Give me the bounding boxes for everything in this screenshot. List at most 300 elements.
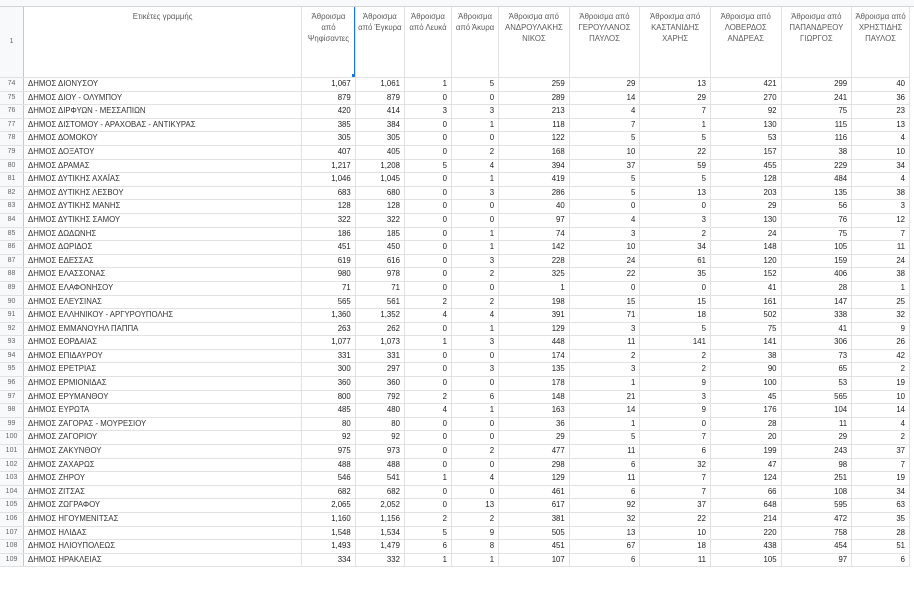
value-cell[interactable]: 331 <box>302 349 356 363</box>
value-cell[interactable]: 419 <box>499 173 570 187</box>
value-cell[interactable]: 1,073 <box>355 336 404 350</box>
row-label-cell[interactable]: ΔΗΜΟΣ ΔΥΤΙΚΗΣ ΣΑΜΟΥ <box>24 213 302 227</box>
value-cell[interactable]: 34 <box>852 485 910 499</box>
value-cell[interactable]: 5 <box>404 526 451 540</box>
value-cell[interactable]: 7 <box>640 431 711 445</box>
value-cell[interactable]: 2 <box>640 363 711 377</box>
row-number[interactable]: 107 <box>0 526 24 540</box>
value-cell[interactable]: 12 <box>852 213 910 227</box>
value-cell[interactable]: 11 <box>781 417 852 431</box>
value-cell[interactable]: 394 <box>499 159 570 173</box>
value-cell[interactable]: 228 <box>499 254 570 268</box>
column-header[interactable]: Άθροισμα από Έγκυρα <box>355 7 404 78</box>
value-cell[interactable]: 28 <box>852 526 910 540</box>
value-cell[interactable]: 141 <box>640 336 711 350</box>
value-cell[interactable]: 262 <box>355 322 404 336</box>
value-cell[interactable]: 14 <box>569 91 640 105</box>
value-cell[interactable]: 322 <box>355 213 404 227</box>
value-cell[interactable]: 2 <box>404 390 451 404</box>
value-cell[interactable]: 5 <box>640 322 711 336</box>
value-cell[interactable]: 792 <box>355 390 404 404</box>
value-cell[interactable]: 213 <box>499 105 570 119</box>
value-cell[interactable]: 455 <box>710 159 781 173</box>
value-cell[interactable]: 104 <box>781 404 852 418</box>
value-cell[interactable]: 107 <box>499 553 570 567</box>
value-cell[interactable]: 384 <box>355 118 404 132</box>
value-cell[interactable]: 9 <box>452 526 499 540</box>
value-cell[interactable]: 4 <box>404 309 451 323</box>
value-cell[interactable]: 1 <box>404 472 451 486</box>
value-cell[interactable]: 11 <box>569 445 640 459</box>
value-cell[interactable]: 0 <box>404 227 451 241</box>
value-cell[interactable]: 2 <box>852 431 910 445</box>
value-cell[interactable]: 128 <box>355 200 404 214</box>
value-cell[interactable]: 0 <box>404 431 451 445</box>
value-cell[interactable]: 80 <box>302 417 356 431</box>
value-cell[interactable]: 451 <box>302 241 356 255</box>
value-cell[interactable]: 74 <box>499 227 570 241</box>
value-cell[interactable]: 306 <box>781 336 852 350</box>
value-cell[interactable]: 0 <box>404 254 451 268</box>
value-cell[interactable]: 80 <box>355 417 404 431</box>
value-cell[interactable]: 1 <box>499 281 570 295</box>
row-label-cell[interactable]: ΔΗΜΟΣ ΔΩΔΩΝΗΣ <box>24 227 302 241</box>
value-cell[interactable]: 561 <box>355 295 404 309</box>
value-cell[interactable]: 38 <box>852 186 910 200</box>
value-cell[interactable]: 13 <box>640 78 711 92</box>
row-number[interactable]: 80 <box>0 159 24 173</box>
value-cell[interactable]: 0 <box>452 458 499 472</box>
value-cell[interactable]: 37 <box>852 445 910 459</box>
value-cell[interactable]: 148 <box>499 390 570 404</box>
value-cell[interactable]: 406 <box>781 268 852 282</box>
value-cell[interactable]: 0 <box>569 281 640 295</box>
value-cell[interactable]: 15 <box>569 295 640 309</box>
value-cell[interactable]: 4 <box>852 173 910 187</box>
row-label-cell[interactable]: ΔΗΜΟΣ ΔΙΟΥ - ΟΛΥΜΠΟΥ <box>24 91 302 105</box>
value-cell[interactable]: 18 <box>640 309 711 323</box>
value-cell[interactable]: 105 <box>781 241 852 255</box>
value-cell[interactable]: 0 <box>404 499 451 513</box>
row-number[interactable]: 93 <box>0 336 24 350</box>
value-cell[interactable]: 0 <box>452 431 499 445</box>
value-cell[interactable]: 148 <box>710 241 781 255</box>
value-cell[interactable]: 381 <box>499 513 570 527</box>
value-cell[interactable]: 6 <box>569 458 640 472</box>
value-cell[interactable]: 0 <box>404 322 451 336</box>
value-cell[interactable]: 71 <box>569 309 640 323</box>
value-cell[interactable]: 18 <box>640 540 711 554</box>
row-number[interactable]: 103 <box>0 472 24 486</box>
value-cell[interactable]: 92 <box>302 431 356 445</box>
value-cell[interactable]: 2 <box>452 513 499 527</box>
value-cell[interactable]: 2 <box>569 349 640 363</box>
value-cell[interactable]: 270 <box>710 91 781 105</box>
value-cell[interactable]: 35 <box>640 268 711 282</box>
value-cell[interactable]: 4 <box>452 472 499 486</box>
value-cell[interactable]: 616 <box>355 254 404 268</box>
value-cell[interactable]: 35 <box>852 513 910 527</box>
row-label-cell[interactable]: ΔΗΜΟΣ ΔΟΜΟΚΟΥ <box>24 132 302 146</box>
value-cell[interactable]: 1,046 <box>302 173 356 187</box>
value-cell[interactable]: 98 <box>781 458 852 472</box>
row-number[interactable]: 83 <box>0 200 24 214</box>
value-cell[interactable]: 3 <box>640 390 711 404</box>
value-cell[interactable]: 22 <box>640 513 711 527</box>
row-number[interactable]: 102 <box>0 458 24 472</box>
value-cell[interactable]: 19 <box>852 472 910 486</box>
value-cell[interactable]: 1 <box>852 281 910 295</box>
row-number[interactable]: 109 <box>0 553 24 567</box>
value-cell[interactable]: 29 <box>569 78 640 92</box>
value-cell[interactable]: 32 <box>852 309 910 323</box>
value-cell[interactable]: 1,208 <box>355 159 404 173</box>
row-number[interactable]: 75 <box>0 91 24 105</box>
row-label-cell[interactable]: ΔΗΜΟΣ ΖΗΡΟΥ <box>24 472 302 486</box>
value-cell[interactable]: 14 <box>569 404 640 418</box>
value-cell[interactable]: 1 <box>569 417 640 431</box>
row-number[interactable]: 86 <box>0 241 24 255</box>
value-cell[interactable]: 135 <box>781 186 852 200</box>
value-cell[interactable]: 0 <box>404 173 451 187</box>
value-cell[interactable]: 97 <box>781 553 852 567</box>
row-number[interactable]: 96 <box>0 377 24 391</box>
value-cell[interactable]: 97 <box>499 213 570 227</box>
value-cell[interactable]: 10 <box>569 241 640 255</box>
value-cell[interactable]: 1 <box>404 78 451 92</box>
value-cell[interactable]: 0 <box>404 417 451 431</box>
value-cell[interactable]: 485 <box>302 404 356 418</box>
row-number[interactable]: 98 <box>0 404 24 418</box>
value-cell[interactable]: 22 <box>569 268 640 282</box>
value-cell[interactable]: 454 <box>781 540 852 554</box>
value-cell[interactable]: 263 <box>302 322 356 336</box>
value-cell[interactable]: 420 <box>302 105 356 119</box>
value-cell[interactable]: 2 <box>452 295 499 309</box>
value-cell[interactable]: 11 <box>640 553 711 567</box>
value-cell[interactable]: 448 <box>499 336 570 350</box>
value-cell[interactable]: 300 <box>302 363 356 377</box>
row-number[interactable]: 90 <box>0 295 24 309</box>
value-cell[interactable]: 4 <box>404 404 451 418</box>
value-cell[interactable]: 973 <box>355 445 404 459</box>
value-cell[interactable]: 10 <box>569 145 640 159</box>
value-cell[interactable]: 28 <box>781 281 852 295</box>
value-cell[interactable]: 34 <box>852 159 910 173</box>
row-number[interactable]: 104 <box>0 485 24 499</box>
value-cell[interactable]: 1 <box>452 404 499 418</box>
row-label-cell[interactable]: ΔΗΜΟΣ ΖΑΚΥΝΘΟΥ <box>24 445 302 459</box>
value-cell[interactable]: 15 <box>640 295 711 309</box>
value-cell[interactable]: 414 <box>355 105 404 119</box>
value-cell[interactable]: 5 <box>569 173 640 187</box>
value-cell[interactable]: 683 <box>302 186 356 200</box>
value-cell[interactable]: 5 <box>640 173 711 187</box>
value-cell[interactable]: 758 <box>781 526 852 540</box>
value-cell[interactable]: 163 <box>499 404 570 418</box>
value-cell[interactable]: 6 <box>452 390 499 404</box>
value-cell[interactable]: 135 <box>499 363 570 377</box>
value-cell[interactable]: 23 <box>852 105 910 119</box>
row-label-cell[interactable]: ΔΗΜΟΣ ΔΩΡΙΔΟΣ <box>24 241 302 255</box>
value-cell[interactable]: 1 <box>404 553 451 567</box>
column-header[interactable]: Άθροισμα από ΛΟΒΕΡΔΟΣ ΑΝΔΡΕΑΣ <box>710 7 781 78</box>
value-cell[interactable]: 75 <box>781 105 852 119</box>
row-label-cell[interactable]: ΔΗΜΟΣ ΔΙΡΦΥΩΝ - ΜΕΣΣΑΠΙΩΝ <box>24 105 302 119</box>
value-cell[interactable]: 0 <box>640 281 711 295</box>
value-cell[interactable]: 203 <box>710 186 781 200</box>
value-cell[interactable]: 241 <box>781 91 852 105</box>
value-cell[interactable]: 19 <box>852 377 910 391</box>
value-cell[interactable]: 65 <box>781 363 852 377</box>
row-label-cell[interactable]: ΔΗΜΟΣ ΕΛΑΣΣΟΝΑΣ <box>24 268 302 282</box>
value-cell[interactable]: 199 <box>710 445 781 459</box>
value-cell[interactable]: 477 <box>499 445 570 459</box>
fill-handle[interactable] <box>352 74 356 78</box>
value-cell[interactable]: 161 <box>710 295 781 309</box>
value-cell[interactable]: 1,479 <box>355 540 404 554</box>
row-label-cell[interactable]: ΔΗΜΟΣ ΖΩΓΡΑΦΟΥ <box>24 499 302 513</box>
value-cell[interactable]: 13 <box>452 499 499 513</box>
value-cell[interactable]: 2 <box>640 227 711 241</box>
row-label-cell[interactable]: ΔΗΜΟΣ ΕΥΡΩΤΑ <box>24 404 302 418</box>
row-label-cell[interactable]: ΔΗΜΟΣ ΕΟΡΔΑΙΑΣ <box>24 336 302 350</box>
row-label-cell[interactable]: ΔΗΜΟΣ ΔΡΑΜΑΣ <box>24 159 302 173</box>
value-cell[interactable]: 118 <box>499 118 570 132</box>
value-cell[interactable]: 7 <box>640 105 711 119</box>
value-cell[interactable]: 332 <box>355 553 404 567</box>
value-cell[interactable]: 115 <box>781 118 852 132</box>
value-cell[interactable]: 3 <box>640 213 711 227</box>
value-cell[interactable]: 2 <box>404 513 451 527</box>
row-label-cell[interactable]: ΔΗΜΟΣ ΕΔΕΣΣΑΣ <box>24 254 302 268</box>
value-cell[interactable]: 5 <box>569 132 640 146</box>
value-cell[interactable]: 1 <box>452 173 499 187</box>
value-cell[interactable]: 7 <box>852 458 910 472</box>
value-cell[interactable]: 299 <box>781 78 852 92</box>
value-cell[interactable]: 391 <box>499 309 570 323</box>
value-cell[interactable]: 67 <box>569 540 640 554</box>
value-cell[interactable]: 0 <box>404 118 451 132</box>
value-cell[interactable]: 6 <box>404 540 451 554</box>
value-cell[interactable]: 4 <box>852 132 910 146</box>
value-cell[interactable]: 53 <box>710 132 781 146</box>
value-cell[interactable]: 505 <box>499 526 570 540</box>
value-cell[interactable]: 130 <box>710 118 781 132</box>
value-cell[interactable]: 0 <box>404 241 451 255</box>
value-cell[interactable]: 76 <box>781 213 852 227</box>
value-cell[interactable]: 29 <box>781 431 852 445</box>
value-cell[interactable]: 6 <box>569 553 640 567</box>
value-cell[interactable]: 2 <box>452 268 499 282</box>
value-cell[interactable]: 1,067 <box>302 78 356 92</box>
value-cell[interactable]: 450 <box>355 241 404 255</box>
value-cell[interactable]: 480 <box>355 404 404 418</box>
value-cell[interactable]: 1,160 <box>302 513 356 527</box>
value-cell[interactable]: 11 <box>852 241 910 255</box>
value-cell[interactable]: 879 <box>355 91 404 105</box>
value-cell[interactable]: 502 <box>710 309 781 323</box>
value-cell[interactable]: 71 <box>355 281 404 295</box>
value-cell[interactable]: 32 <box>569 513 640 527</box>
row-number[interactable]: 74 <box>0 78 24 92</box>
value-cell[interactable]: 10 <box>852 390 910 404</box>
row-number[interactable]: 77 <box>0 118 24 132</box>
value-cell[interactable]: 2,052 <box>355 499 404 513</box>
value-cell[interactable]: 7 <box>569 118 640 132</box>
row-label-cell[interactable]: ΔΗΜΟΣ ΔΥΤΙΚΗΣ ΛΕΣΒΟΥ <box>24 186 302 200</box>
value-cell[interactable]: 9 <box>640 377 711 391</box>
row-label-cell[interactable]: ΔΗΜΟΣ ΖΙΤΣΑΣ <box>24 485 302 499</box>
value-cell[interactable]: 3 <box>404 105 451 119</box>
value-cell[interactable]: 2 <box>640 349 711 363</box>
column-header[interactable]: Άθροισμα από ΑΝΔΡΟΥΛΑΚΗΣ ΝΙΚΟΣ <box>499 7 570 78</box>
value-cell[interactable]: 20 <box>710 431 781 445</box>
value-cell[interactable]: 6 <box>569 485 640 499</box>
value-cell[interactable]: 331 <box>355 349 404 363</box>
value-cell[interactable]: 3 <box>569 363 640 377</box>
value-cell[interactable]: 128 <box>710 173 781 187</box>
row-number[interactable]: 91 <box>0 309 24 323</box>
value-cell[interactable]: 124 <box>710 472 781 486</box>
row-number[interactable]: 1 <box>0 7 24 78</box>
row-number[interactable]: 88 <box>0 268 24 282</box>
row-label-cell[interactable]: ΔΗΜΟΣ ΔΟΞΑΤΟΥ <box>24 145 302 159</box>
value-cell[interactable]: 565 <box>781 390 852 404</box>
value-cell[interactable]: 259 <box>499 78 570 92</box>
value-cell[interactable]: 40 <box>852 78 910 92</box>
value-cell[interactable]: 0 <box>452 91 499 105</box>
value-cell[interactable]: 472 <box>781 513 852 527</box>
value-cell[interactable]: 22 <box>640 145 711 159</box>
value-cell[interactable]: 0 <box>404 458 451 472</box>
value-cell[interactable]: 176 <box>710 404 781 418</box>
value-cell[interactable]: 0 <box>452 200 499 214</box>
row-number[interactable]: 82 <box>0 186 24 200</box>
value-cell[interactable]: 800 <box>302 390 356 404</box>
row-label-cell[interactable]: ΔΗΜΟΣ ΗΓΟΥΜΕΝΙΤΣΑΣ <box>24 513 302 527</box>
row-label-cell[interactable]: ΔΗΜΟΣ ΕΛΛΗΝΙΚΟΥ - ΑΡΓΥΡΟΥΠΟΛΗΣ <box>24 309 302 323</box>
value-cell[interactable]: 0 <box>569 200 640 214</box>
value-cell[interactable]: 0 <box>452 349 499 363</box>
value-cell[interactable]: 1,360 <box>302 309 356 323</box>
value-cell[interactable]: 168 <box>499 145 570 159</box>
value-cell[interactable]: 980 <box>302 268 356 282</box>
value-cell[interactable]: 130 <box>710 213 781 227</box>
value-cell[interactable]: 105 <box>710 553 781 567</box>
value-cell[interactable]: 71 <box>302 281 356 295</box>
row-number[interactable]: 78 <box>0 132 24 146</box>
value-cell[interactable]: 0 <box>404 485 451 499</box>
row-label-cell[interactable]: ΔΗΜΟΣ ΕΛΕΥΣΙΝΑΣ <box>24 295 302 309</box>
value-cell[interactable]: 2 <box>404 295 451 309</box>
row-label-cell[interactable]: ΔΗΜΟΣ ΕΛΑΦΟΝΗΣΟΥ <box>24 281 302 295</box>
value-cell[interactable]: 0 <box>404 213 451 227</box>
value-cell[interactable]: 4 <box>569 213 640 227</box>
value-cell[interactable]: 5 <box>569 431 640 445</box>
value-cell[interactable]: 405 <box>355 145 404 159</box>
value-cell[interactable]: 24 <box>852 254 910 268</box>
value-cell[interactable]: 251 <box>781 472 852 486</box>
column-header[interactable]: Άθροισμα από ΧΡΗΣΤΙΔΗΣ ΠΑΥΛΟΣ <box>852 7 910 78</box>
value-cell[interactable]: 128 <box>302 200 356 214</box>
value-cell[interactable]: 14 <box>852 404 910 418</box>
value-cell[interactable]: 1,352 <box>355 309 404 323</box>
value-cell[interactable]: 29 <box>640 91 711 105</box>
value-cell[interactable]: 5 <box>404 159 451 173</box>
value-cell[interactable]: 5 <box>452 78 499 92</box>
value-cell[interactable]: 2 <box>452 445 499 459</box>
value-cell[interactable]: 9 <box>852 322 910 336</box>
value-cell[interactable]: 73 <box>781 349 852 363</box>
value-cell[interactable]: 4 <box>569 105 640 119</box>
value-cell[interactable]: 0 <box>452 132 499 146</box>
value-cell[interactable]: 1,493 <box>302 540 356 554</box>
value-cell[interactable]: 129 <box>499 472 570 486</box>
value-cell[interactable]: 29 <box>710 200 781 214</box>
row-number[interactable]: 79 <box>0 145 24 159</box>
value-cell[interactable]: 7 <box>852 227 910 241</box>
value-cell[interactable]: 1,077 <box>302 336 356 350</box>
row-labels-header[interactable]: Ετικέτες γραμμής <box>24 7 302 78</box>
value-cell[interactable]: 90 <box>710 363 781 377</box>
value-cell[interactable]: 305 <box>355 132 404 146</box>
value-cell[interactable]: 198 <box>499 295 570 309</box>
column-header[interactable]: Άθροισμα από Άκυρα <box>452 7 499 78</box>
value-cell[interactable]: 28 <box>710 417 781 431</box>
value-cell[interactable]: 9 <box>640 404 711 418</box>
value-cell[interactable]: 3 <box>452 254 499 268</box>
value-cell[interactable]: 1,156 <box>355 513 404 527</box>
value-cell[interactable]: 297 <box>355 363 404 377</box>
column-header-strip[interactable] <box>0 0 914 7</box>
value-cell[interactable]: 0 <box>452 281 499 295</box>
value-cell[interactable]: 565 <box>302 295 356 309</box>
value-cell[interactable]: 298 <box>499 458 570 472</box>
value-cell[interactable]: 92 <box>355 431 404 445</box>
value-cell[interactable]: 3 <box>569 322 640 336</box>
value-cell[interactable]: 3 <box>852 200 910 214</box>
value-cell[interactable]: 0 <box>404 132 451 146</box>
value-cell[interactable]: 1,534 <box>355 526 404 540</box>
value-cell[interactable]: 385 <box>302 118 356 132</box>
value-cell[interactable]: 41 <box>781 322 852 336</box>
value-cell[interactable]: 25 <box>852 295 910 309</box>
value-cell[interactable]: 1 <box>452 553 499 567</box>
value-cell[interactable]: 975 <box>302 445 356 459</box>
row-label-cell[interactable]: ΔΗΜΟΣ ΔΥΤΙΚΗΣ ΜΑΝΗΣ <box>24 200 302 214</box>
row-label-cell[interactable]: ΔΗΜΟΣ ΕΠΙΔΑΥΡΟΥ <box>24 349 302 363</box>
value-cell[interactable]: 159 <box>781 254 852 268</box>
column-header[interactable]: Άθροισμα από ΠΑΠΑΝΔΡΕΟΥ ΓΙΩΡΓΟΣ <box>781 7 852 78</box>
value-cell[interactable]: 3 <box>452 105 499 119</box>
value-cell[interactable]: 38 <box>710 349 781 363</box>
value-cell[interactable]: 214 <box>710 513 781 527</box>
value-cell[interactable]: 680 <box>355 186 404 200</box>
column-header[interactable]: Άθροισμα από ΚΑΣΤΑΝΙΔΗΣ ΧΑΡΗΣ <box>640 7 711 78</box>
value-cell[interactable]: 0 <box>404 363 451 377</box>
value-cell[interactable]: 0 <box>452 485 499 499</box>
value-cell[interactable]: 289 <box>499 91 570 105</box>
value-cell[interactable]: 21 <box>569 390 640 404</box>
value-cell[interactable]: 92 <box>569 499 640 513</box>
value-cell[interactable]: 0 <box>404 377 451 391</box>
row-number[interactable]: 106 <box>0 513 24 527</box>
row-number[interactable]: 99 <box>0 417 24 431</box>
value-cell[interactable]: 61 <box>640 254 711 268</box>
value-cell[interactable]: 185 <box>355 227 404 241</box>
value-cell[interactable]: 152 <box>710 268 781 282</box>
